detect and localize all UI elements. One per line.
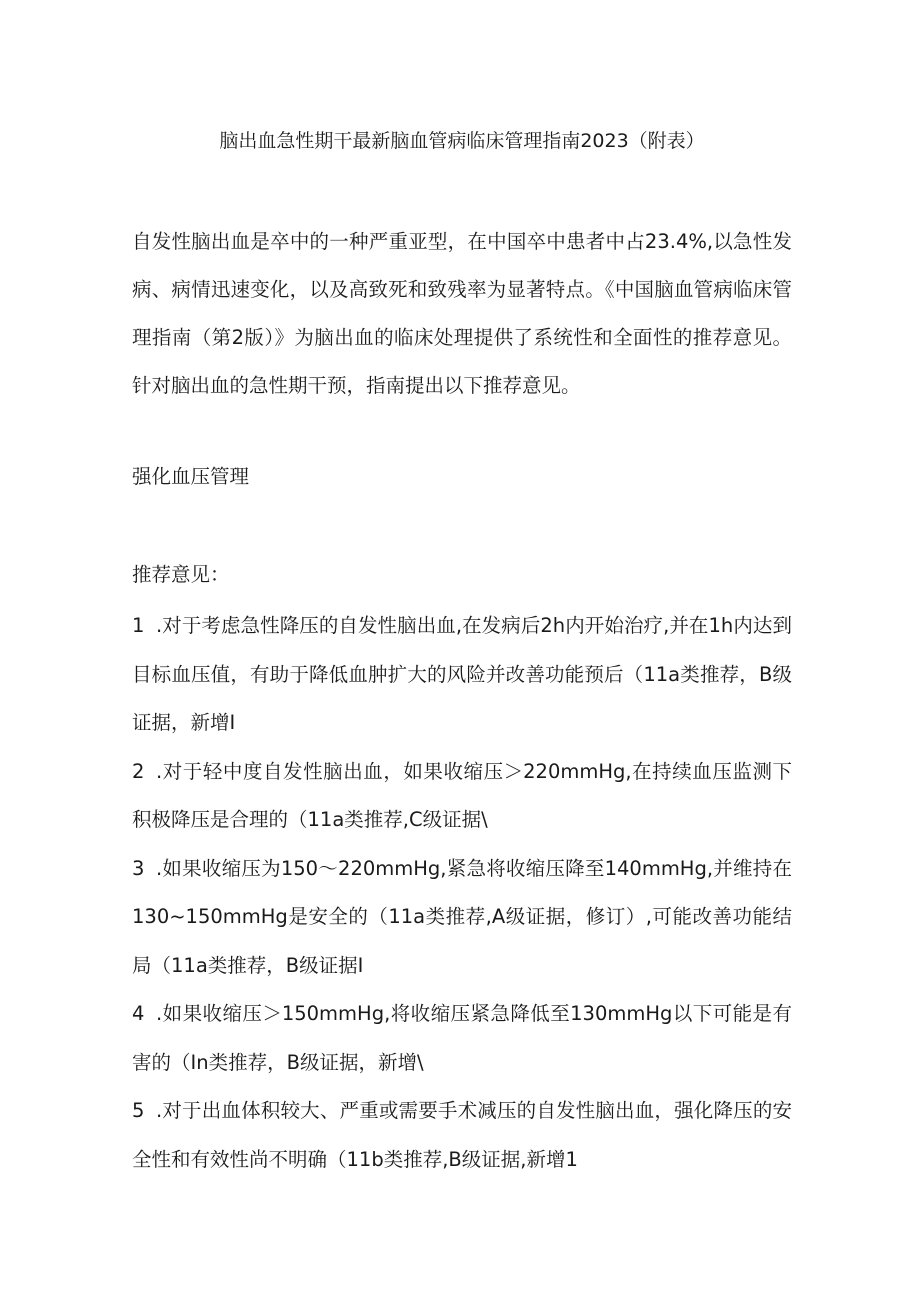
recommendation-text: .如果收缩压为150〜220mmHg,紧急将收缩压降至140mmHg,并维持在130~150mmHg是安全的（11a类推荐,A级证据，修订）,可能改善功能结局（11a类推荐，B级证据I [132,856,792,977]
recommendation-label: 推荐意见： [132,563,230,586]
recommendation-number: 1 [132,614,145,637]
recommendation-number: 5 [132,1099,145,1122]
recommendation-number: 3 [132,856,145,880]
recommendation-item-4 [132,990,792,1087]
recommendation-number: 2 [132,759,145,783]
recommendation-number: 4 [132,1002,145,1025]
section-heading: 强化血压管理 [132,465,250,488]
recommendation-item-2 [132,748,792,845]
document-title: 脑出血急性期干最新脑血管病临床管理指南2023（附表） [219,130,705,152]
recommendation-item-1 [132,602,792,748]
recommendation-text: .如果收缩压＞150mmHg,将收缩压紧急降低至130mmHg以下可能是有害的（In类推荐，B级证据，新增\ [132,1002,792,1074]
recommendation-list [132,602,792,1184]
intro-paragraph: 自发性脑出血是卒中的一种严重亚型，在中国卒中患者中占23.4%,以急性发病、病情迅速变化，以及高致死和致残率为显著特点。《中国脑血管病临床管理指南（第2版）》为脑出血的临床处理提供了系统性和全面性的推荐意见。针对脑出血的急性期干预，指南提出以下推荐意见。 [132,230,792,397]
recommendation-item-3 [132,845,792,991]
recommendation-text: .对于轻中度自发性脑出血，如果收缩压＞220mmHg,在持续血压监测下积极降压是合理的（11a类推荐,C级证据\ [132,759,792,831]
recommendation-text: .对于考虑急性降压的自发性脑出血,在发病后2h内开始治疗,并在1h内达到目标血压值，有助于降低血肿扩大的风险并改善功能预后（11a类推荐，B级证据，新增I [132,614,792,734]
recommendation-text: .对于出血体积较大、严重或需要手术减压的自发性脑出血，强化降压的安全性和有效性尚不明确（11b类推荐,B级证据,新增1 [132,1099,792,1171]
recommendation-item-5 [132,1087,792,1184]
